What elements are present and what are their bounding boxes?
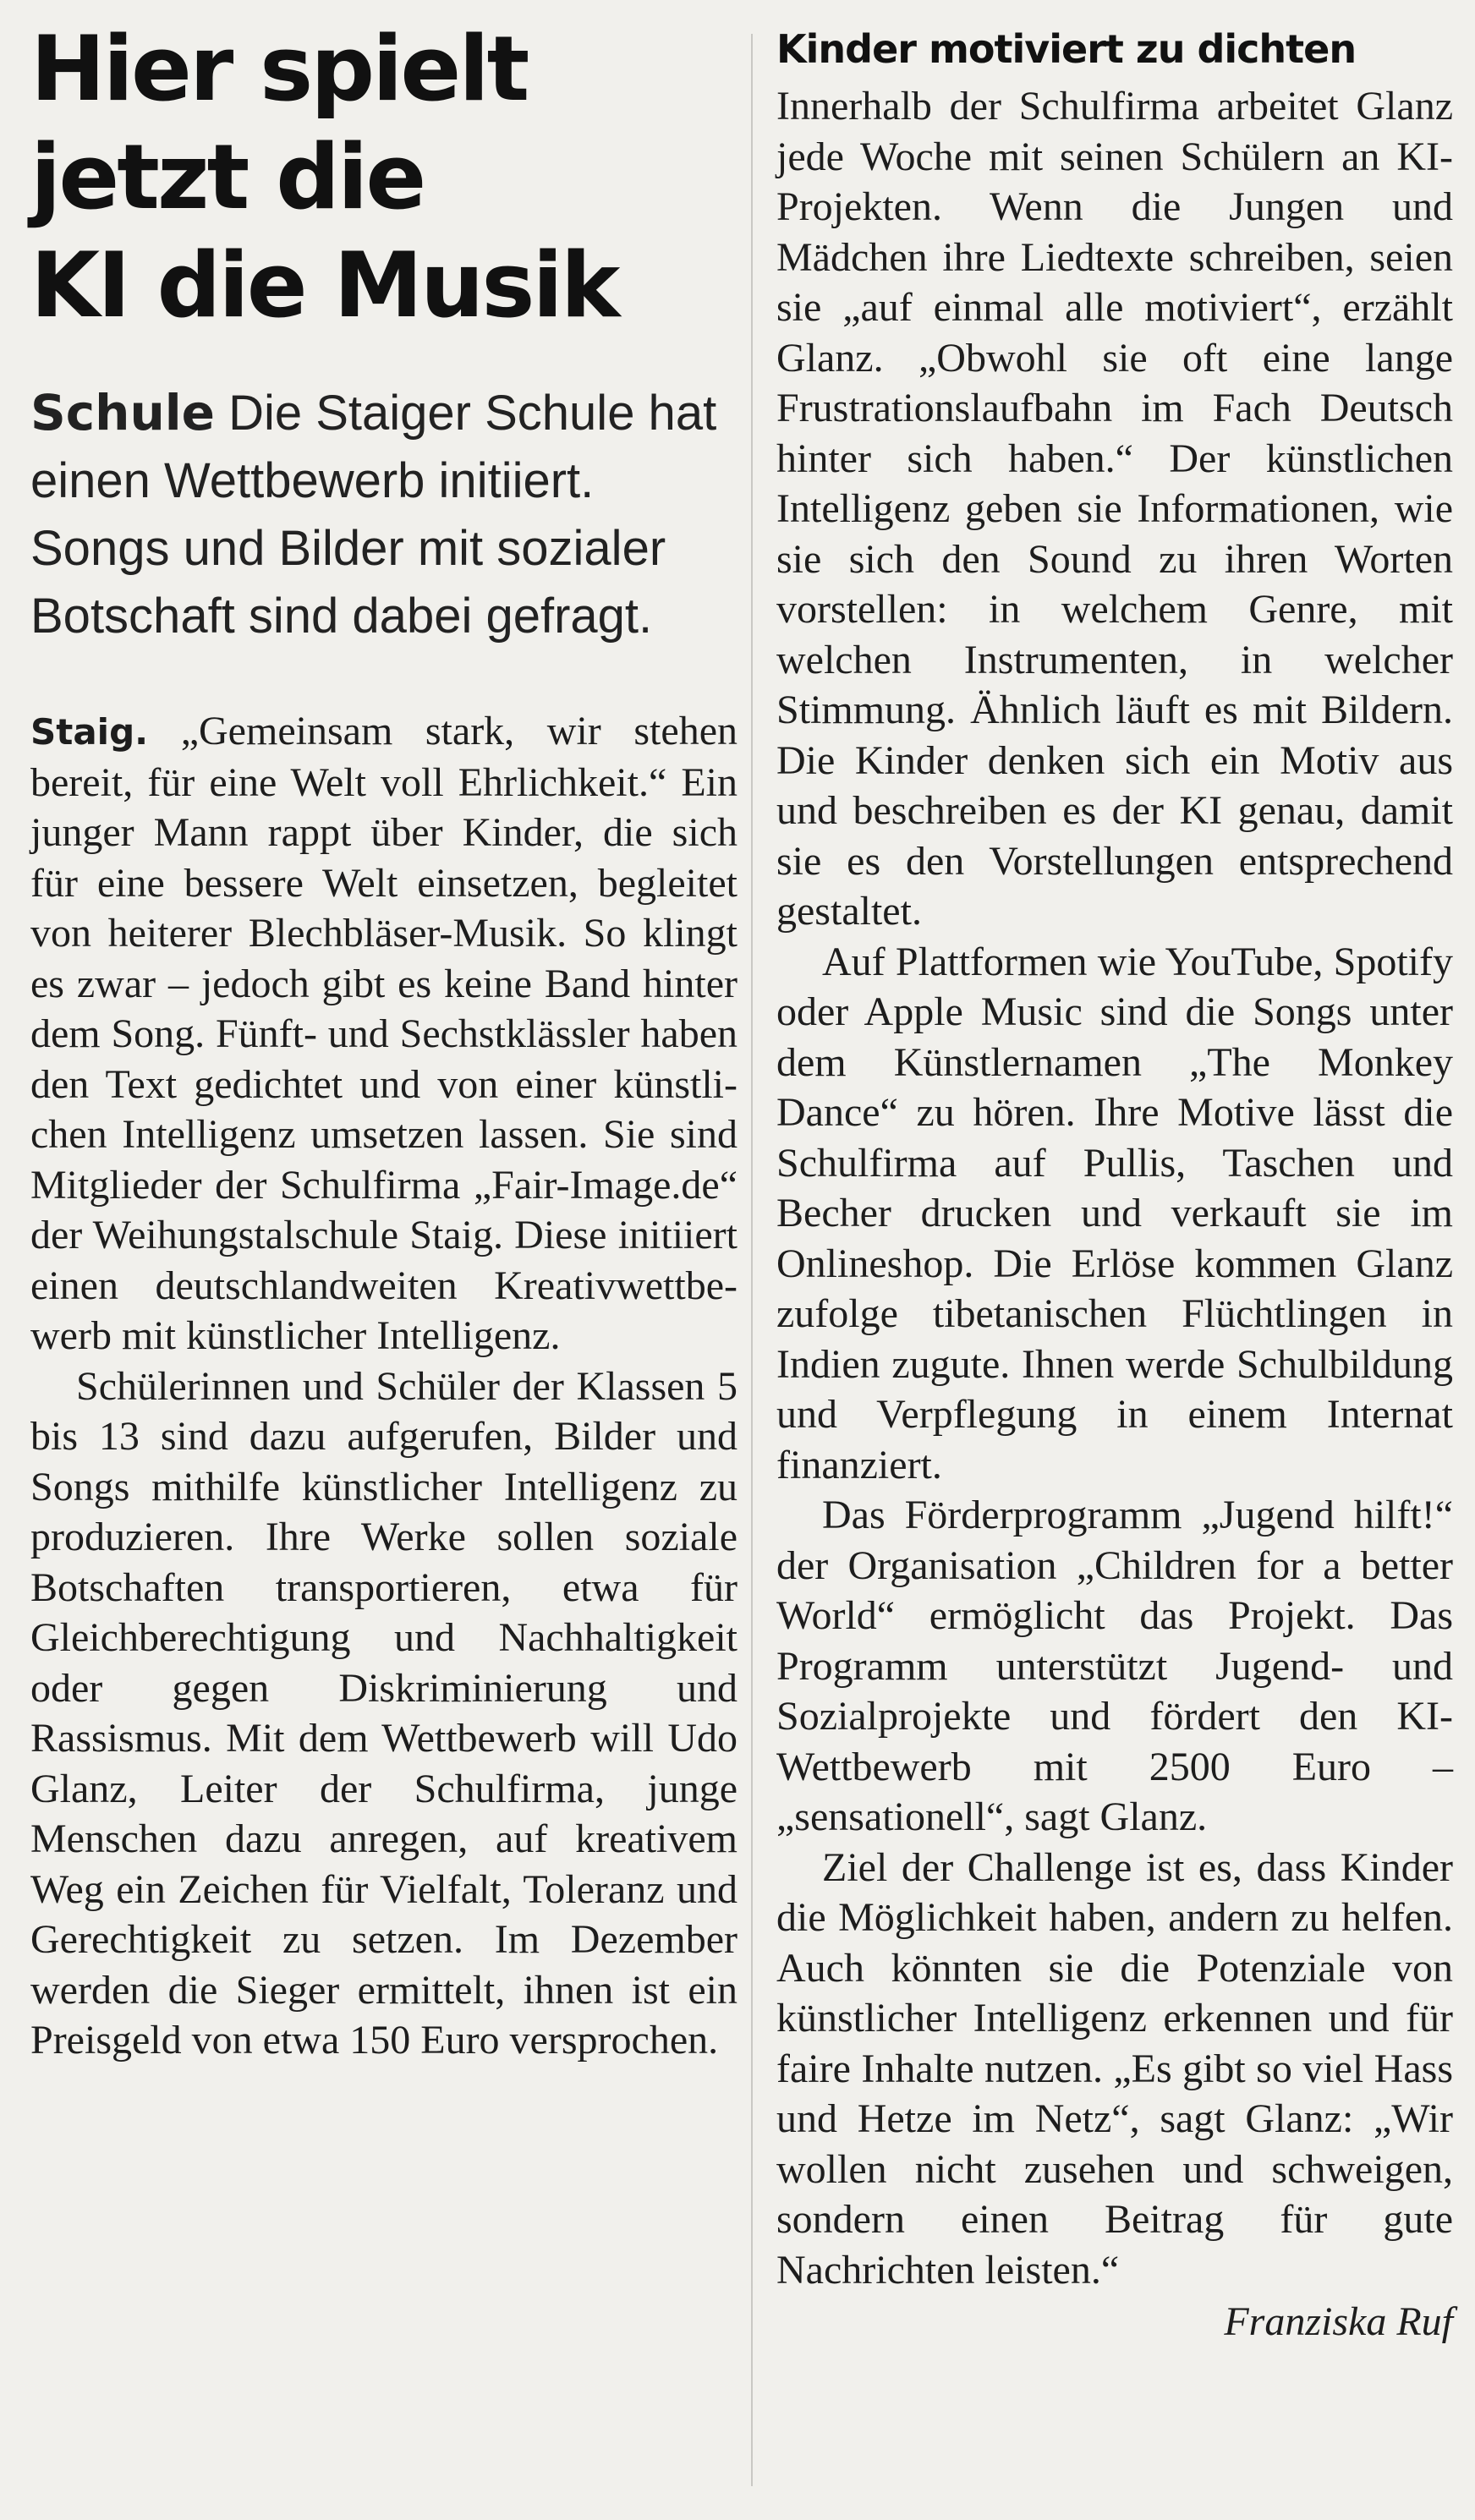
column-divider: [751, 34, 753, 2486]
headline-line-1: Hier spielt: [30, 17, 528, 121]
body-paragraph-2: Schülerinnen und Schüler der Klassen 5 bis 13 sind dazu aufgerufen, Bilder und Songs mithilfe künstlicher Intelligenz zu produzieren. Ihre Werke sollen soziale Botschaften transportieren, etwa für Gleichberechtigung und Nachhaltigkeit oder gegen Diskriminierung und Rassismus. Mit dem Wettbewerb will Udo Glanz, Leiter der Schulfirma, junge Menschen dazu anregen, auf kreativem Weg ein Zeichen für Vielfalt, Toleranz und Gerechtigkeit zu setzen. Im Dezember werden die Sieger ermittelt, ihnen ist ein Preisgeld von etwa 150 Euro versprochen.: [30, 1363, 738, 2063]
body-paragraph-1: [30, 706, 738, 1361]
left-column: [30, 15, 738, 2066]
body-paragraph-4: Auf Plattformen wie YouTube, Spotify oder Apple Music sind die Songs unter dem Künstlernamen „The Monkey Dance“ zu hören. Ihre Motive lässt die Schulfirma auf Pullis, Taschen und Becher drucken und verkauft sie im Onlineshop. Die Erlöse kommen Glanz zufolge tibetanischen Flüchtlingen in Indien zugute. Ihnen werde Schulbildung und Verpflegung in einem Internat finanziert.: [776, 939, 1453, 1487]
headline-line-3: KI die Musik: [30, 233, 618, 337]
teaser-text: Die Staiger Schule hat einen Wettbewerb initiiert. Songs und Bilder mit sozialer Botschaft sind dabei gefragt.: [30, 386, 717, 644]
teaser-kicker: Schule: [30, 384, 215, 441]
headline-line-2: jetzt die: [30, 125, 425, 229]
subheading: Kinder motiviert zu dichten: [776, 26, 1357, 72]
author-byline: Franziska Ruf: [1224, 2299, 1453, 2344]
body-paragraph-5: Das Förderprogramm „Jugend hilft!“ der Organisation „Children for a better World“ ermöglicht das Projekt. Das Programm unterstützt Jugend- und Sozialprojekte und fördert den KI-Wettbewerb mit 2500 Euro – „sensationell“, sagt Glanz.: [776, 1493, 1453, 1839]
right-column: [776, 15, 1453, 2347]
teaser: [30, 379, 738, 650]
body-paragraph-3: Innerhalb der Schulfirma arbeitet Glanz jede Woche mit seinen Schülern an KI-Projekten. Wenn die Jungen und Mädchen ihre Liedtexte schreiben, seien sie „auf einmal alle motiviert“, erzählt Glanz. „Obwohl sie oft eine lange Frustrationslaufbahn im Fach Deutsch hinter sich haben.“ Der künstlichen Intelligenz geben sie Informationen, wie sie sich den Sound zu ihren Worten vorstellen: in welchem Genre, mit welchen Instrumenten, in welcher Stimmung. Ähnlich läuft es mit Bildern. Die Kinder denken sich ein Motiv aus und beschreiben es der KI genau, damit sie es den Vorstellungen entsprechend gestaltet.: [776, 84, 1453, 934]
dateline: Staig.: [30, 711, 149, 753]
body-paragraph-1-text: „Gemeinsam stark, wir stehen bereit, für eine Welt voll Ehrlichkeit.“ Ein junger Mann rappt über Kinder, die sich für eine bessere Welt einsetzen, begleitet von heiterer Blechbläser-Musik. So klingt es zwar – jedoch gibt es keine Band hinter dem Song. Fünft- und Sechstklässler haben den Text gedichtet und von einer künstlichen Intelligenz umsetzen lassen. Sie sind Mitglieder der Schulfirma „Fair-Image.de“ der Weihungstalschule Staig. Diese initiiert einen deutschlandweiten Kreativwettbewerb mit künstlicher Intelligenz.: [30, 709, 738, 1358]
body-paragraph-6: Ziel der Challenge ist es, dass Kinder die Möglichkeit haben, andern zu helfen. Auch könnten sie die Potenziale von künstlicher Intelligenz erkennen und für faire Inhalte nutzen. „Es gibt so viel Hass und Hetze im Netz“, sagt Glanz: „Wir wollen nicht zusehen und schweigen, sondern einen Beitrag für gute Nachrichten leisten.“: [776, 1844, 1453, 2293]
headline: [30, 15, 738, 340]
